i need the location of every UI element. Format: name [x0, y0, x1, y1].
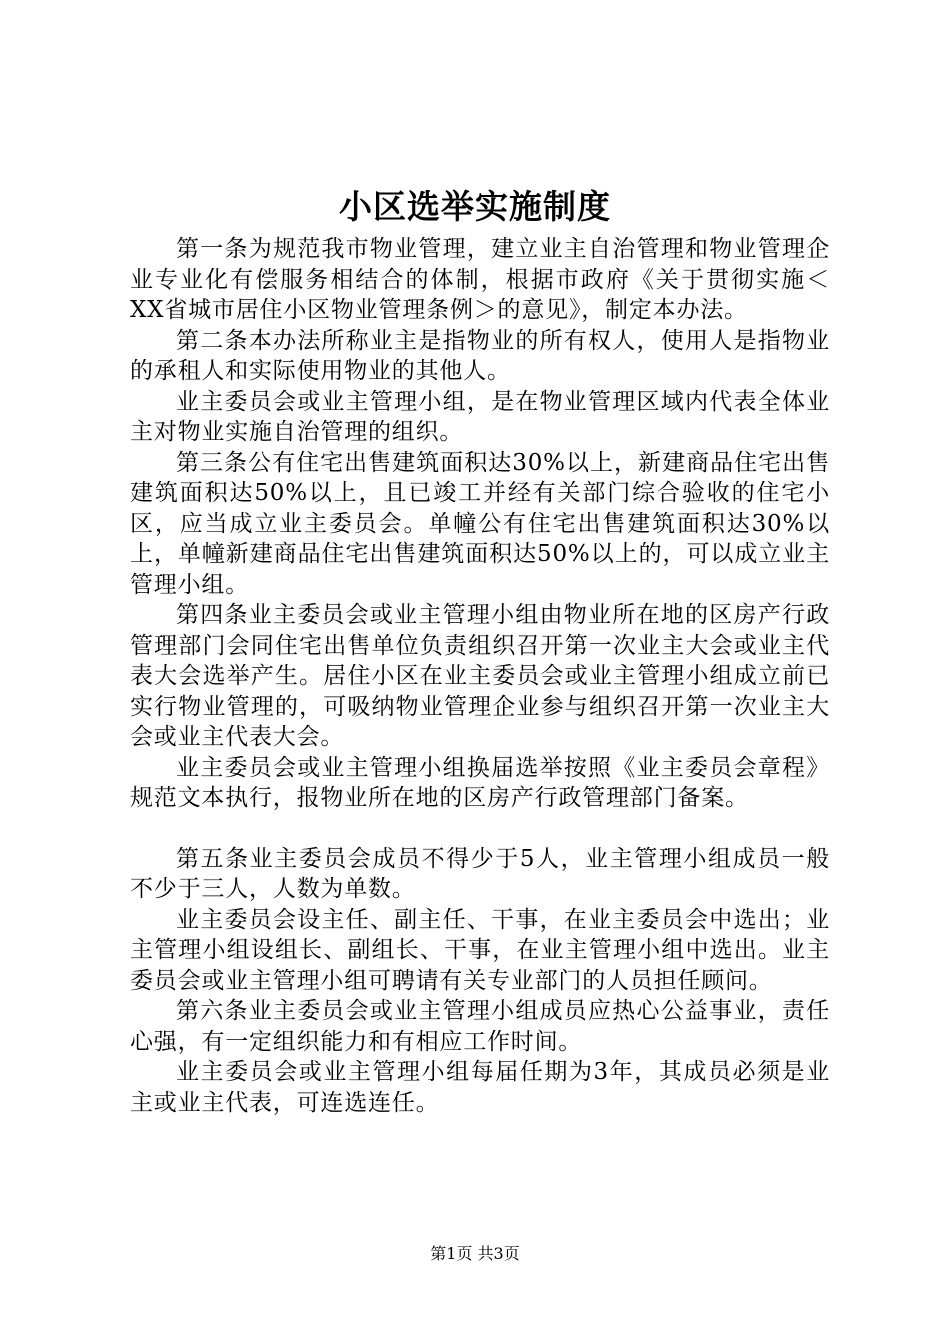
paragraph-article-4: 第四条业主委员会或业主管理小组由物业所在地的区房产行政管理部门会同住宅出售单位负责组织召开第一次业主大会或业主代表大会选举产生。居住小区在业主委员会或业主管理小组成立前已实行物业管理的，可吸纳物业管理企业参与组织召开第一次业主大会或业主代表大会。 [130, 602, 830, 750]
paragraph-term-of-office: 业主委员会或业主管理小组每届任期为3年，其成员必须是业主或业主代表，可连选连任。 [130, 1059, 830, 1116]
paragraph-owner-committee-definition: 业主委员会或业主管理小组，是在物业管理区域内代表全体业主对物业实施自治管理的组织。 [130, 388, 830, 445]
paragraph-article-3: 第三条公有住宅出售建筑面积达30%以上，新建商品住宅出售建筑面积达50%以上，且已竣工并经有关部门综合验收的住宅小区，应当成立业主委员会。单幢公有住宅出售建筑面积达30%以上，单幢新建商品住宅出售建筑面积达50%以上的，可以成立业主管理小组。 [130, 449, 830, 598]
document-body [130, 234, 830, 1118]
document-title: 小区选举实施制度 [339, 187, 611, 226]
page-number-footer: 第1页 共3页 [430, 1244, 520, 1263]
paragraph-spacer [130, 814, 830, 844]
paragraph-article-5: 第五条业主委员会成员不得少于5人，业主管理小组成员一般不少于三人，人数为单数。 [130, 845, 830, 902]
paragraph-article-2: 第二条本办法所称业主是指物业的所有权人，使用人是指物业的承租人和实际使用物业的其他人。 [130, 327, 830, 384]
paragraph-article-6: 第六条业主委员会或业主管理小组成员应热心公益事业，责任心强，有一定组织能力和有相应工作时间。 [130, 998, 830, 1055]
paragraph-committee-roles: 业主委员会设主任、副主任、干事，在业主委员会中选出；业主管理小组设组长、副组长、干事，在业主管理小组中选出。业主委员会或业主管理小组可聘请有关专业部门的人员担任顾问。 [130, 906, 830, 994]
paragraph-article-1: 第一条为规范我市物业管理，建立业主自治管理和物业管理企业专业化有偿服务相结合的体制，根据市政府《关于贯彻实施＜XX省城市居住小区物业管理条例＞的意见》，制定本办法。 [130, 236, 830, 323]
paragraph-reelection: 业主委员会或业主管理小组换届选举按照《业主委员会章程》规范文本执行，报物业所在地的区房产行政管理部门备案。 [130, 754, 830, 811]
